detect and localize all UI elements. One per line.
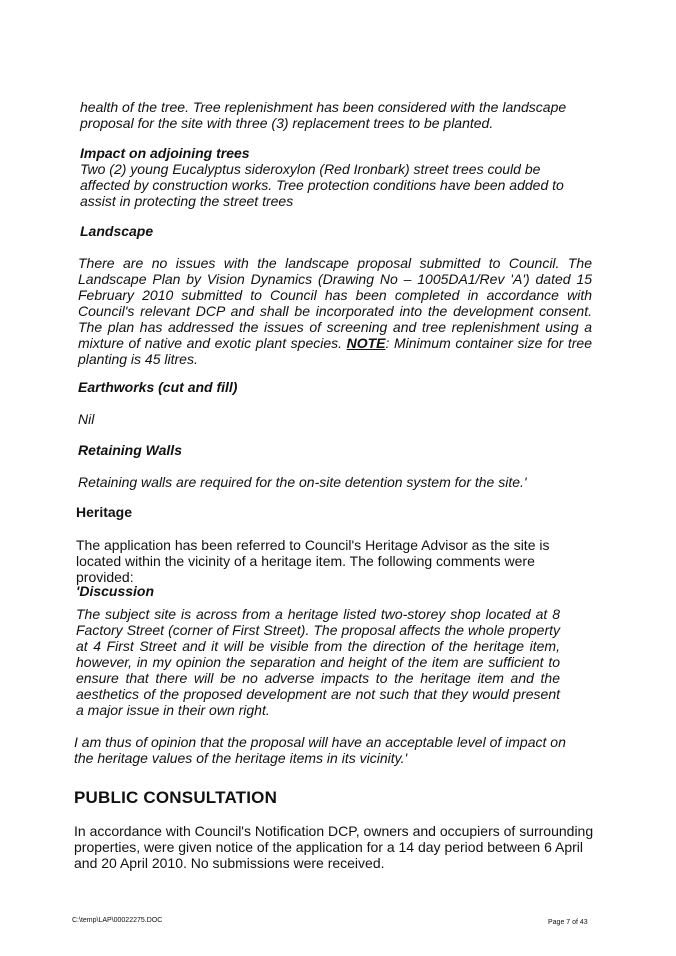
footer-page-number: Page 7 of 43 — [548, 919, 588, 926]
paragraph-public-consultation: In accordance with Council's Notification DCP, owners and occupiers of surrounding properties, were given notice of the application for a 14 day period between 6 April and 20 April 2010. No submissions were received. — [74, 823, 594, 871]
heading-heritage: Heritage — [76, 504, 133, 520]
heading-impact-adjoining-trees: Impact on adjoining trees — [80, 145, 250, 161]
landscape-text: There are no issues with the landscape proposal submitted to Council. The Landscape Plan by Vision Dynamics (Drawing No – 1005DA1/Rev 'A') dated 15 February 2010 submitted to Council has been completed in accordance with Council's relevant DCP and shall be incorporated into the development consent. The plan has addressed the issues of screening and tree replenishment using a mixture of native and exotic plant species. — [78, 255, 592, 351]
paragraph-health: health of the tree. Tree replenishment has been considered with the landscape proposal for the site with three (3) replacement trees to be planted. — [80, 99, 567, 131]
heading-discussion: 'Discussion — [76, 583, 155, 599]
paragraph-impact: Two (2) young Eucalyptus sideroxylon (Red Ironbark) street trees could be affected by construction works. Tree protection conditions have been added to assist in protecting the street trees — [80, 161, 564, 209]
heading-retaining-walls: Retaining Walls — [78, 442, 182, 458]
heading-earthworks: Earthworks (cut and fill) — [78, 379, 238, 395]
heading-public-consultation: PUBLIC CONSULTATION — [74, 788, 278, 807]
paragraph-discussion-1: The subject site is across from a heritage listed two-storey shop located at 8 Factory Street (corner of First Street). The proposal affects the whole property at 4 First Street and it will be visible from the direction of the heritage item, however, in my opinion the separation and height of the item are sufficient to ensure that there will be no adverse impacts to the heritage item and the aesthetics of the proposed development are not such that they would present a major issue in their own right. — [76, 606, 560, 718]
paragraph-retaining: Retaining walls are required for the on-site detention system for the site.' — [78, 474, 527, 490]
paragraph-landscape — [78, 255, 592, 367]
note-label: NOTE — [346, 335, 386, 351]
paragraph-earthworks: Nil — [78, 411, 95, 427]
paragraph-heritage: The application has been referred to Council's Heritage Advisor as the site is located within the vicinity of a heritage item. The following comments were provided: — [76, 537, 550, 585]
footer-file-path: C:\temp\LAP\00022275.DOC — [72, 917, 163, 924]
heading-landscape: Landscape — [80, 223, 154, 239]
landscape-note-text: : Minimum container size for tree planting is 45 litres. — [78, 335, 592, 367]
paragraph-discussion-2: I am thus of opinion that the proposal will have an acceptable level of impact on the heritage values of the heritage items in its vicinity.' — [74, 734, 566, 766]
